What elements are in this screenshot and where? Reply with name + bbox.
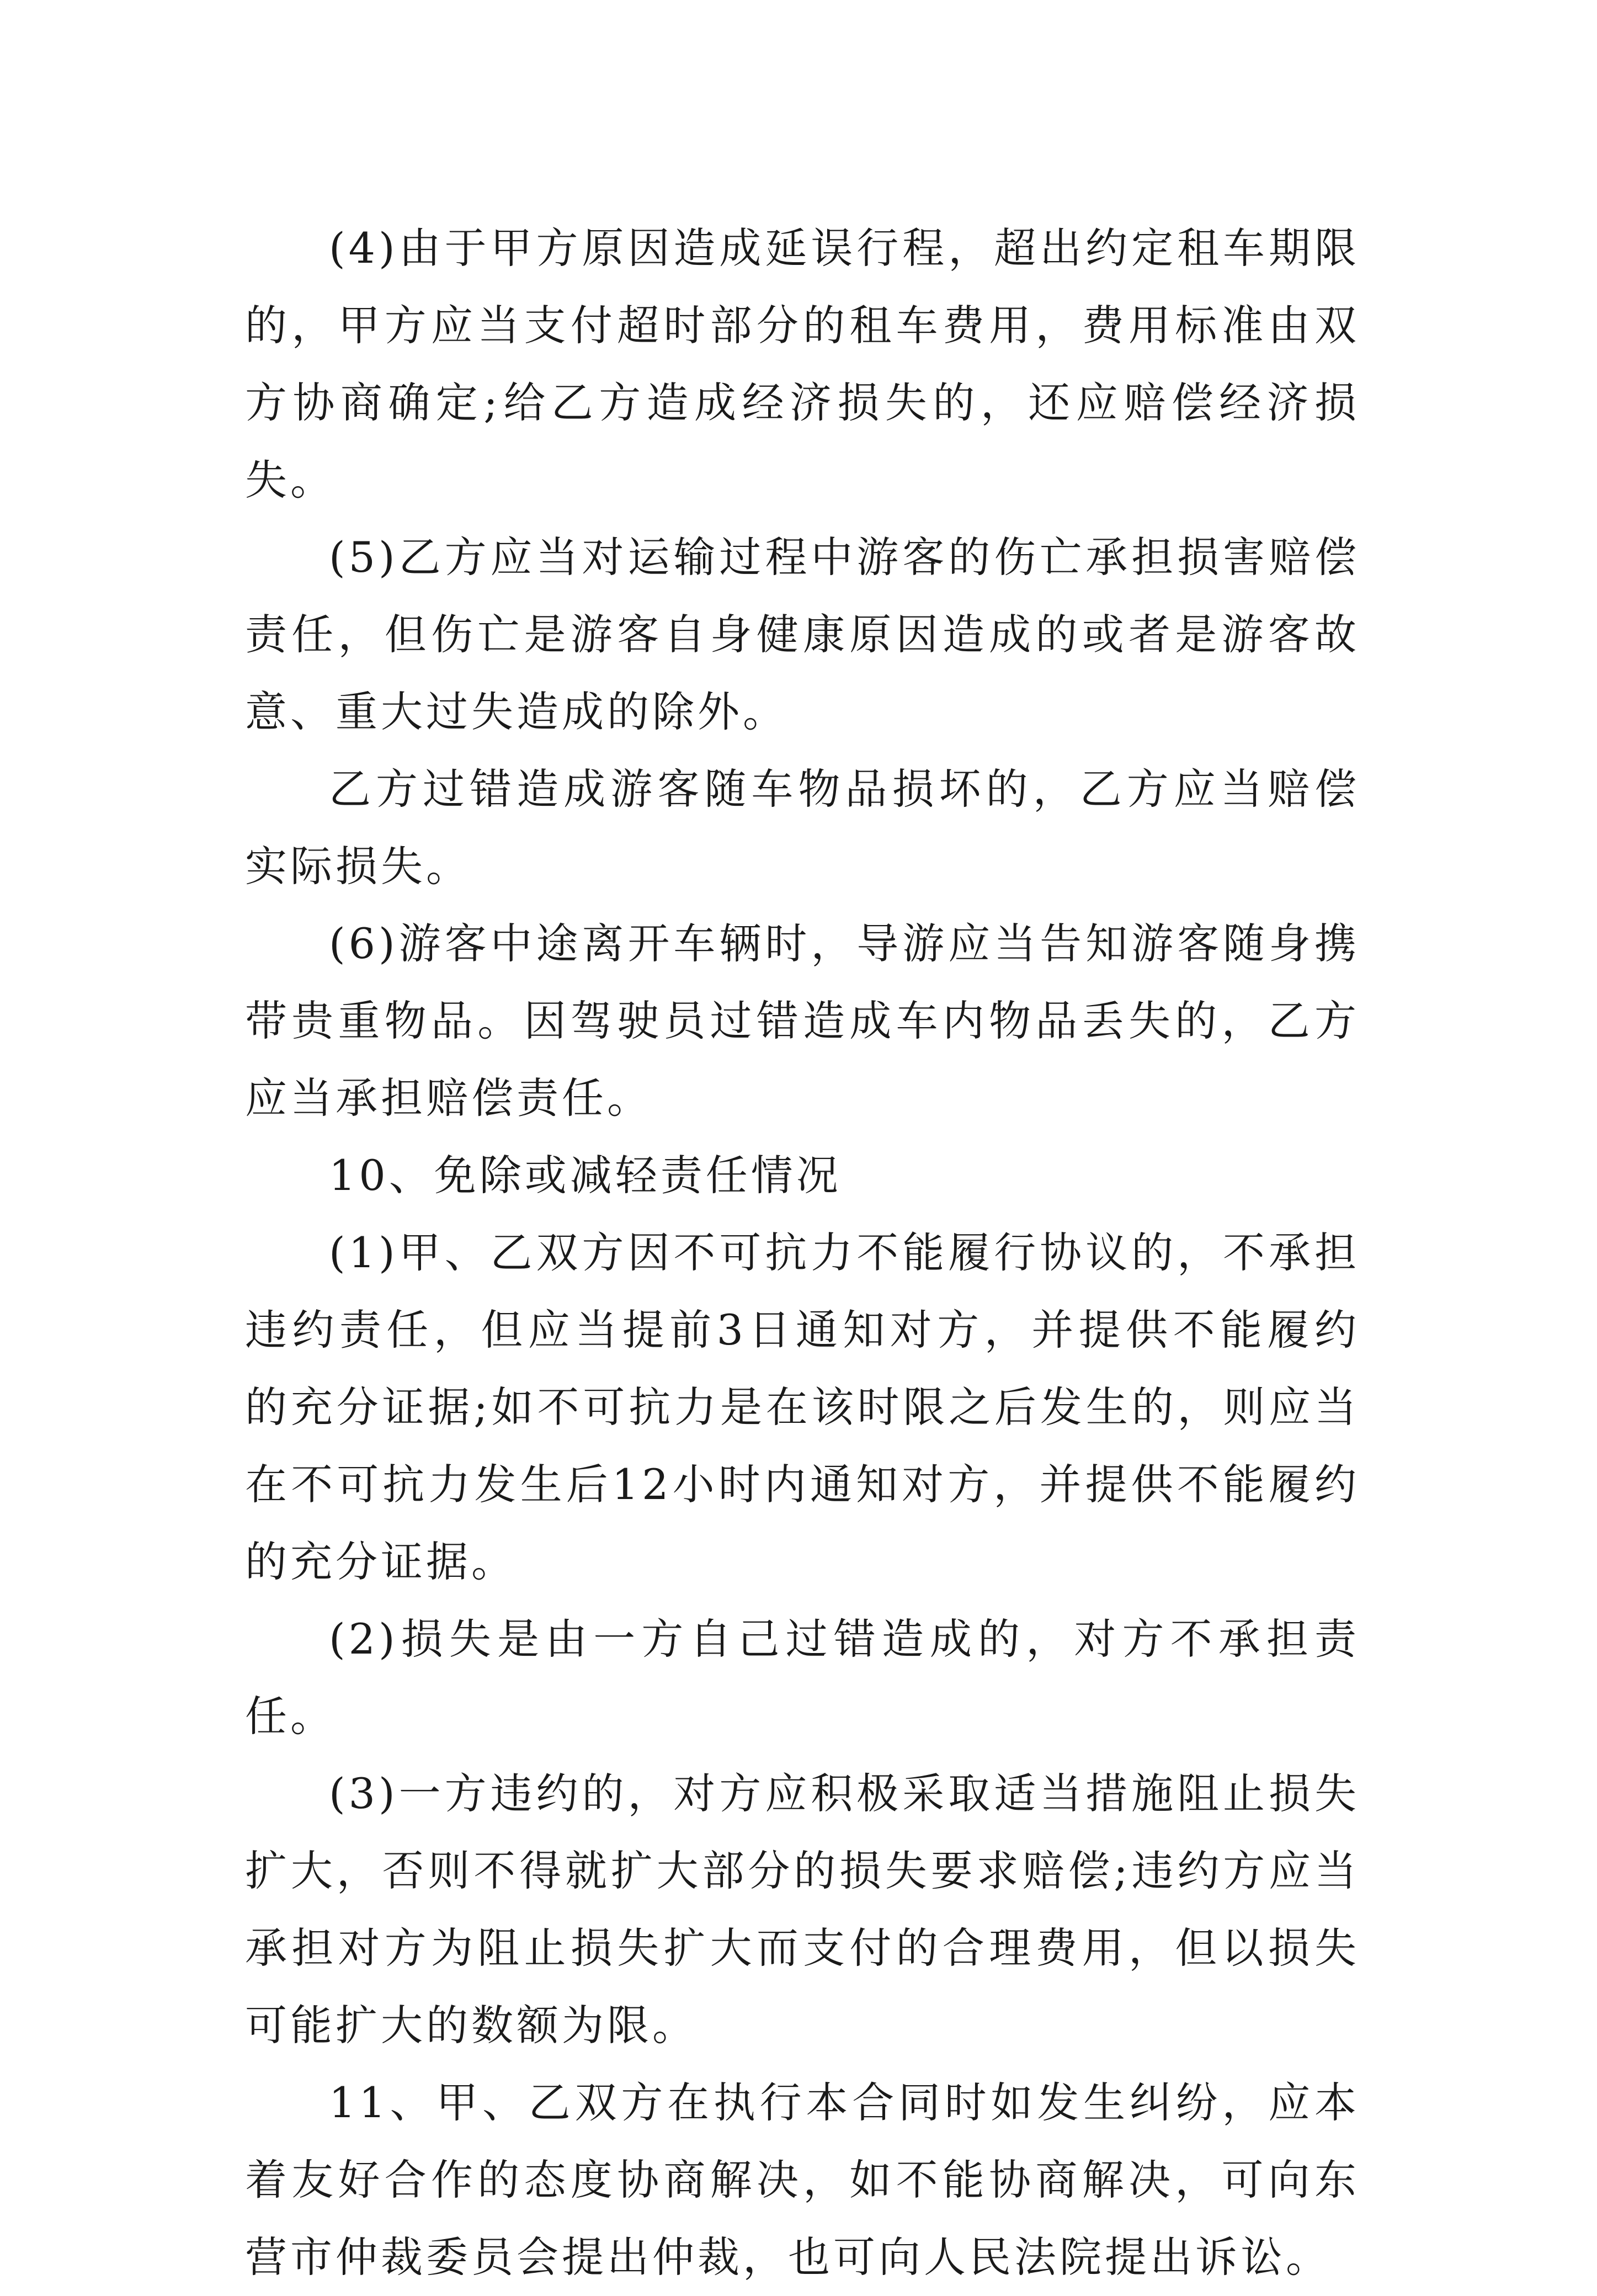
paragraph-clause-9-5-continued: 乙方过错造成游客随车物品损坏的，乙方应当赔偿实际损失。 <box>245 764 1360 891</box>
document-body <box>245 210 1360 2296</box>
section-heading-10: 10、免除或减轻责任情况 <box>329 1151 842 1200</box>
paragraph-clause-10-1: (1)甲、乙双方因不可抗力不能履行协议的，不承担违约责任，但应当提前3日通知对方，并提供不能履约的充分证据;如不可抗力是在该时限之后发生的，则应当在不可抗力发生后12小时内通知对方，并提供不能履约的充分证据。 <box>245 1228 1360 1586</box>
paragraph-clause-9-5: (5)乙方应当对运输过程中游客的伤亡承担损害赔偿责任，但伤亡是游客自身健康原因造成的或者是游客故意、重大过失造成的除外。 <box>245 533 1360 736</box>
paragraph-clause-10-3: (3)一方违约的，对方应积极采取适当措施阻止损失扩大，否则不得就扩大部分的损失要求赔偿;违约方应当承担对方为阻止损失扩大而支付的合理费用，但以损失可能扩大的数额为限。 <box>245 1769 1360 2050</box>
paragraph-clause-9-4: (4)由于甲方原因造成延误行程，超出约定租车期限的，甲方应当支付超时部分的租车费用，费用标准由双方协商确定;给乙方造成经济损失的，还应赔偿经济损失。 <box>245 224 1360 504</box>
paragraph-clause-9-6: (6)游客中途离开车辆时，导游应当告知游客随身携带贵重物品。因驾驶员过错造成车内物品丢失的，乙方应当承担赔偿责任。 <box>245 919 1360 1123</box>
paragraph-clause-11: 11、甲、乙双方在执行本合同时如发生纠纷，应本着友好合作的态度协商解决，如不能协商解决，可向东营市仲裁委员会提出仲裁，也可向人民法院提出诉讼。 <box>245 2078 1360 2282</box>
paragraph-clause-10-2: (2)损失是由一方自己过错造成的，对方不承担责任。 <box>245 1614 1360 1741</box>
